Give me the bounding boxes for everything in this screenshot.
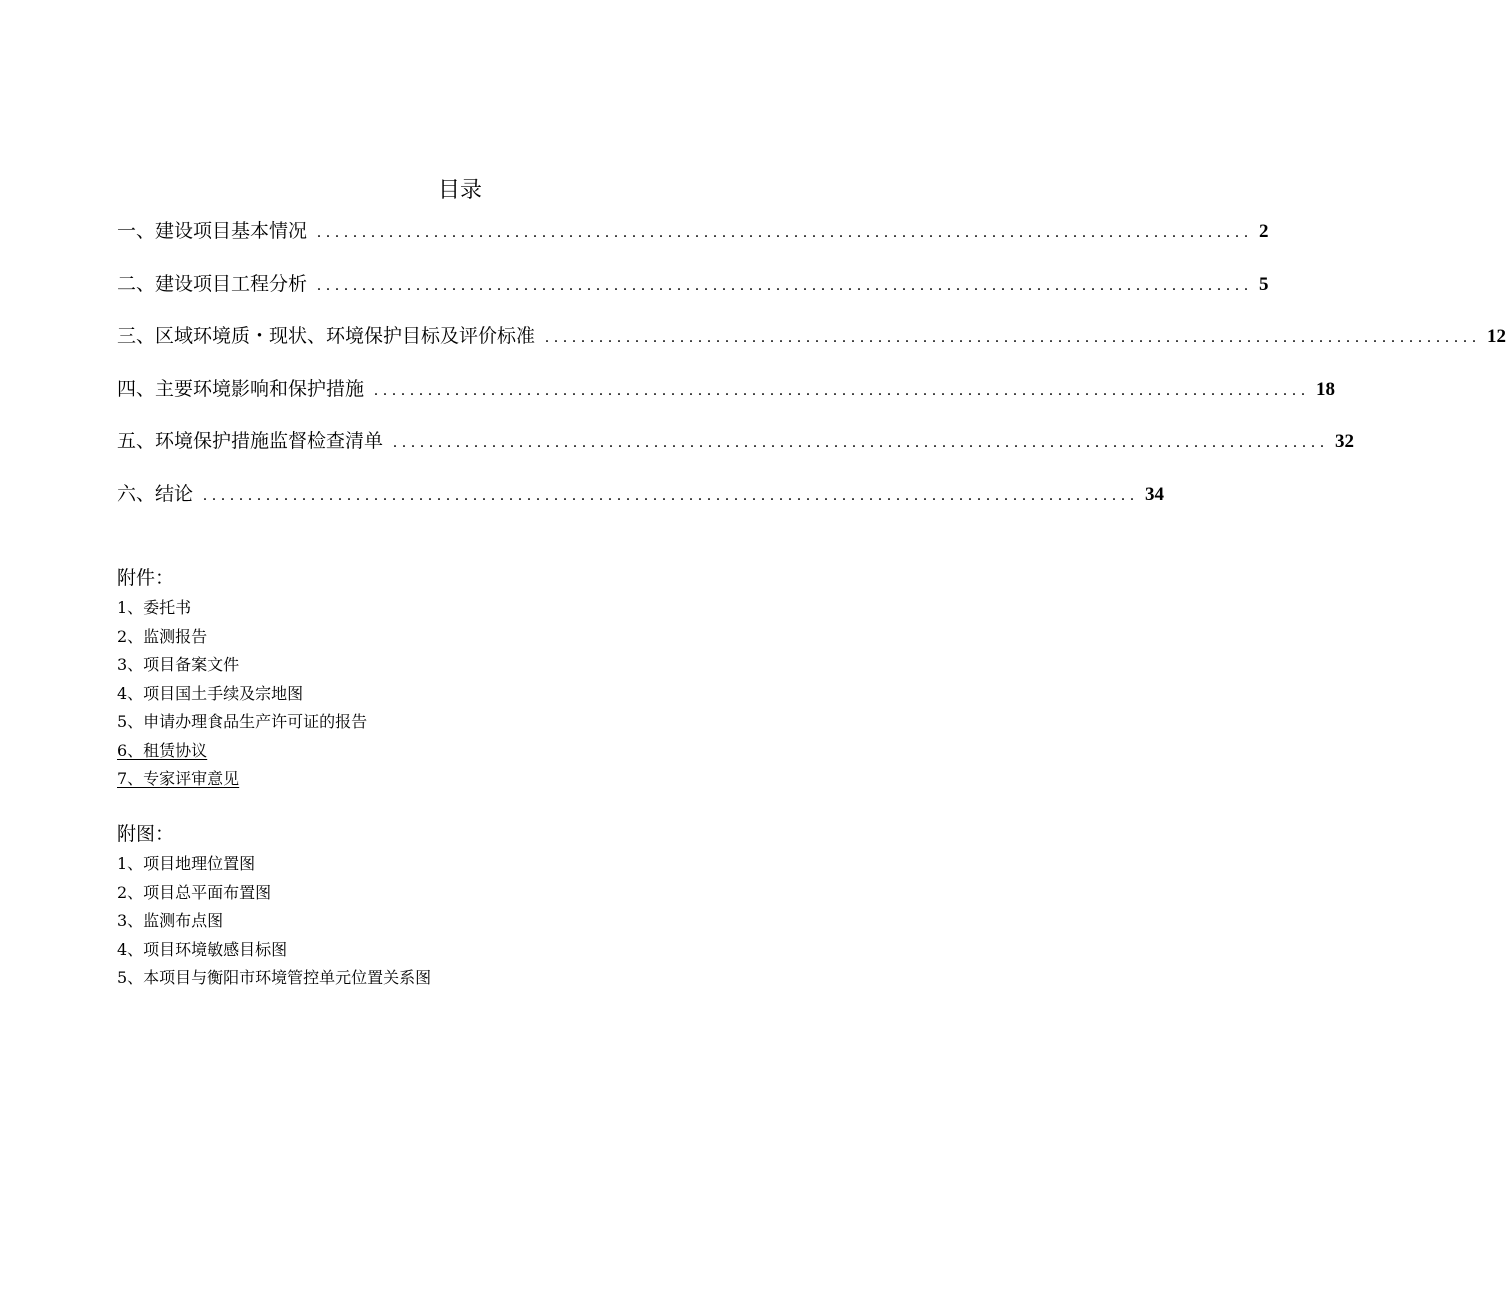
toc-entry-page: 34	[1145, 483, 1165, 505]
attachment-item: 3、项目备案文件	[117, 655, 240, 674]
toc-entry-1[interactable]	[117, 212, 1269, 265]
figures-list	[117, 850, 431, 993]
toc-leader-dots: ........................................................................................................	[317, 276, 1254, 294]
toc-entry-label: 一、建设项目基本情况	[117, 220, 308, 242]
toc-entry-page: 18	[1316, 378, 1336, 400]
attachment-item: 4、项目国土手续及宗地图	[117, 683, 304, 703]
toc-entry-4[interactable]	[117, 370, 1336, 423]
toc-entry-5[interactable]	[117, 422, 1355, 475]
toc-leader-dots: ........................................................................................................	[317, 224, 1254, 241]
table-of-contents	[117, 212, 1506, 527]
figure-item: 4、项目环境敏感目标图	[117, 939, 288, 959]
toc-entry-page: 32	[1335, 431, 1355, 452]
figures-heading: 附图：	[117, 823, 175, 845]
toc-entry-label: 四、主要环境影响和保护措施	[117, 377, 365, 400]
toc-entry-page: 5	[1259, 273, 1269, 295]
figure-item: 2、项目总平面布置图	[117, 882, 272, 902]
toc-leader-dots: ........................................................................................................	[203, 486, 1140, 504]
figure-item: 3、监测布点图	[117, 911, 224, 930]
toc-entry-label: 六、结论	[117, 482, 194, 505]
toc-entry-label: 二、建设项目工程分析	[117, 272, 308, 295]
toc-entry-label: 三、区域环境质・现状、环境保护目标及评价标准	[117, 325, 536, 347]
toc-entry-6[interactable]	[117, 475, 1165, 528]
attachment-item: 1、委托书	[117, 598, 192, 617]
page-title: 目录	[437, 178, 482, 203]
figure-item: 1、项目地理位置图	[117, 854, 256, 873]
toc-leader-dots: ........................................................................................................	[393, 434, 1330, 451]
attachments-list	[117, 594, 367, 794]
attachments-heading: 附件：	[117, 567, 175, 589]
toc-entry-2[interactable]	[117, 265, 1269, 318]
toc-entry-label: 五、环境保护措施监督检查清单	[117, 430, 384, 452]
toc-leader-dots: ........................................................................................................	[374, 381, 1311, 399]
attachment-item: 5、申请办理食品生产许可证的报告	[117, 712, 368, 731]
figure-item: 5、本项目与衡阳市环境管控单元位置关系图	[117, 968, 432, 987]
attachment-item: 6、租赁协议	[117, 740, 208, 760]
attachment-item: 2、监测报告	[117, 626, 208, 646]
toc-entry-page: 12	[1487, 326, 1506, 347]
toc-entry-3[interactable]	[117, 317, 1506, 370]
toc-leader-dots: ........................................................................................................	[545, 329, 1482, 346]
toc-entry-page: 2	[1259, 221, 1269, 242]
attachment-item: 7、专家评审意见	[117, 769, 240, 788]
